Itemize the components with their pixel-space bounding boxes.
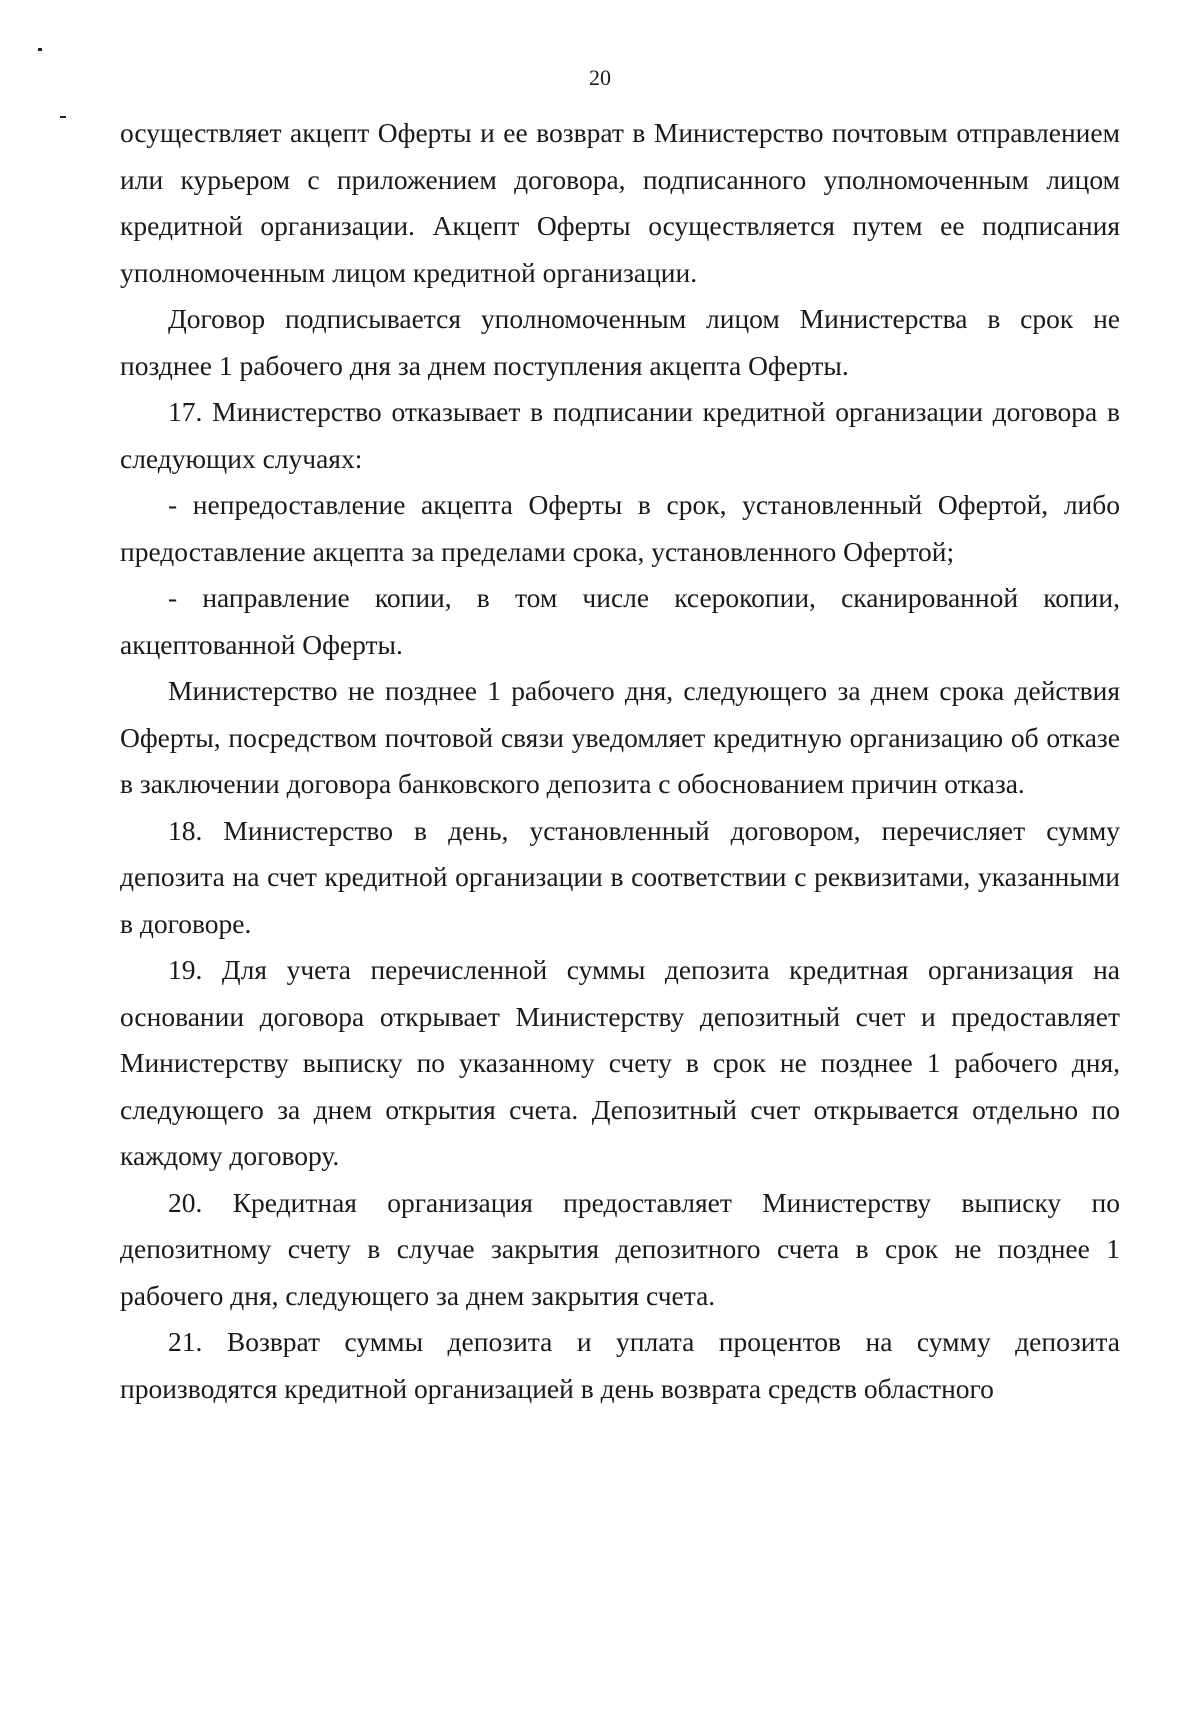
document-body — [120, 110, 1120, 1412]
paragraph-refusal-notice: Министерство не позднее 1 рабочего дня, следующего за днем срока действия Оферты, посредством почтовой связи уведомляет кредитную организацию об отказе в заключении договора банковского депозита с обоснованием причин отказа. — [120, 675, 1120, 799]
paragraph-contract-signing: Договор подписывается уполномоченным лицом Министерства в срок не позднее 1 рабочего дня за днем поступления акцепта Оферты. — [120, 303, 1120, 381]
paragraph-refusal-case-2: - направление копии, в том числе ксерокопии, сканированной копии, акцептованной Оферты. — [120, 582, 1120, 660]
paragraph-continuation: осуществляет акцепт Оферты и ее возврат в Министерство почтовым отправлением или курьером с приложением договора, подписанного уполномоченным лицом кредитной организации. Акцепт Оферты осуществляется путем ее подписания уполномоченным лицом кредитной организации. — [120, 117, 1120, 288]
paragraph-refusal-case-1: - непредоставление акцепта Оферты в срок, установленный Офертой, либо предоставление акцепта за пределами срока, установленного Офертой; — [120, 489, 1120, 567]
paragraph-item-20: 20. Кредитная организация предоставляет Министерству выписку по депозитному счету в случае закрытия депозитного счета в срок не позднее 1 рабочего дня, следующего за днем закрытия счета. — [120, 1186, 1120, 1311]
paragraph-item-18: 18. Министерство в день, установленный договором, перечисляет сумму депозита на счет кредитной организации в соответствии с реквизитами, указанными в договоре. — [120, 814, 1120, 939]
paragraph-item-19: 19. Для учета перечисленной суммы депозита кредитная организация на основании договора открывает Министерству депозитный счет и предоставляет Министерству выписку по указанному счету в срок не позднее 1 рабочего дня, следующего за днем открытия счета. Депозитный счет открывается отдельно по каждому договору. — [120, 954, 1120, 1171]
page-number: 20 — [589, 65, 611, 90]
paragraph-item-21: 21. Возврат суммы депозита и уплата процентов на сумму депозита производятся кредитной организацией в день возврата средств областного — [120, 1326, 1120, 1404]
scan-artifact-dot — [38, 48, 42, 51]
paragraph-item-17: 17. Министерство отказывает в подписании кредитной организации договора в следующих случаях: — [120, 396, 1120, 474]
scan-artifact-dash — [60, 116, 66, 118]
